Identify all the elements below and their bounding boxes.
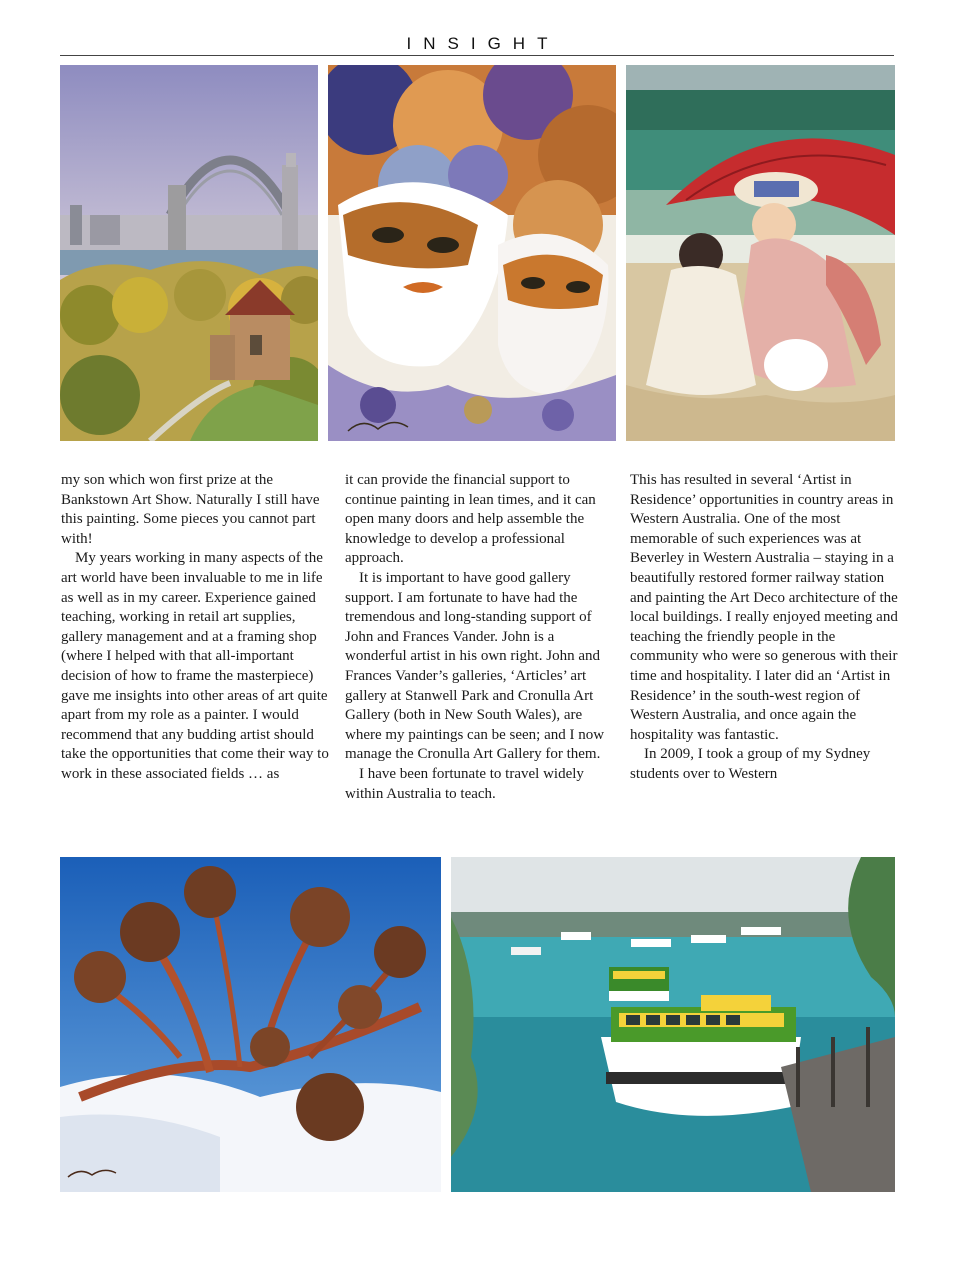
painting-snow-gum — [60, 857, 441, 1192]
text-column-2 — [345, 471, 613, 804]
column-1-paragraph-2: My years working in many aspects of the art world have been invaluable to me in life as well as in my career. Experience gained teaching, working in retail art supplies, gallery management and at a framing shop (where I helped with that all-important decision of how to frame the masterpiece) gave me insights into other areas of art quite apart from my role as a painter. I would recommend that any budding artist should take the opportunities that come their way to work in these associated fields … as — [61, 550, 329, 782]
column-3-paragraph-2: In 2009, I took a group of my Sydney students over to Western — [630, 746, 871, 782]
painting-beach-parasol — [626, 65, 895, 441]
column-2-paragraph-3: I have been fortunate to travel widely within Australia to teach. — [345, 765, 584, 802]
column-2-paragraph-1: it can provide the financial support to continue painting in lean times, and it can open many doors and help assemble the knowledge to develop a professional approach. — [345, 472, 596, 567]
painting-ferries — [451, 857, 895, 1192]
column-1-paragraph-1: my son which won first prize at the Bankstown Art Show. Naturally I still have this painting. Some pieces you cannot part with! — [61, 472, 320, 547]
painting-harbour-bridge — [60, 65, 318, 441]
text-column-3 — [630, 471, 898, 785]
section-header: INSIGHT — [406, 34, 560, 53]
column-3-paragraph-1: This has resulted in several ‘Artist in Residence’ opportunities in country areas in Western Australia. One of the most memorable of such experiences was at Beverley in Western Australia – staying in a beautifully restored former railway station and painting the Art Deco architecture of the local buildings. I really enjoyed meeting and teaching the friendly people in the community who were so generous with their time and hospitality. I later did an ‘Artist in Residence’ in the south-west region of Western Australia, and once again the hospitality was fantastic. — [630, 472, 898, 743]
column-2-paragraph-2: It is important to have good gallery support. I am fortunate to have had the tremendous and long-standing support of John and Frances Vander. John is a wonderful artist in his own right. John and Frances Vander’s galleries, ‘Articles’ art gallery at Stanwell Park and Cronulla Art Gallery (both in New South Wales), are where my paintings can be seen; and I now manage the Cronulla Art Gallery for them. — [345, 569, 605, 763]
header-rule — [60, 55, 894, 56]
painting-venetian-masks — [328, 65, 616, 441]
text-column-1 — [61, 471, 329, 785]
